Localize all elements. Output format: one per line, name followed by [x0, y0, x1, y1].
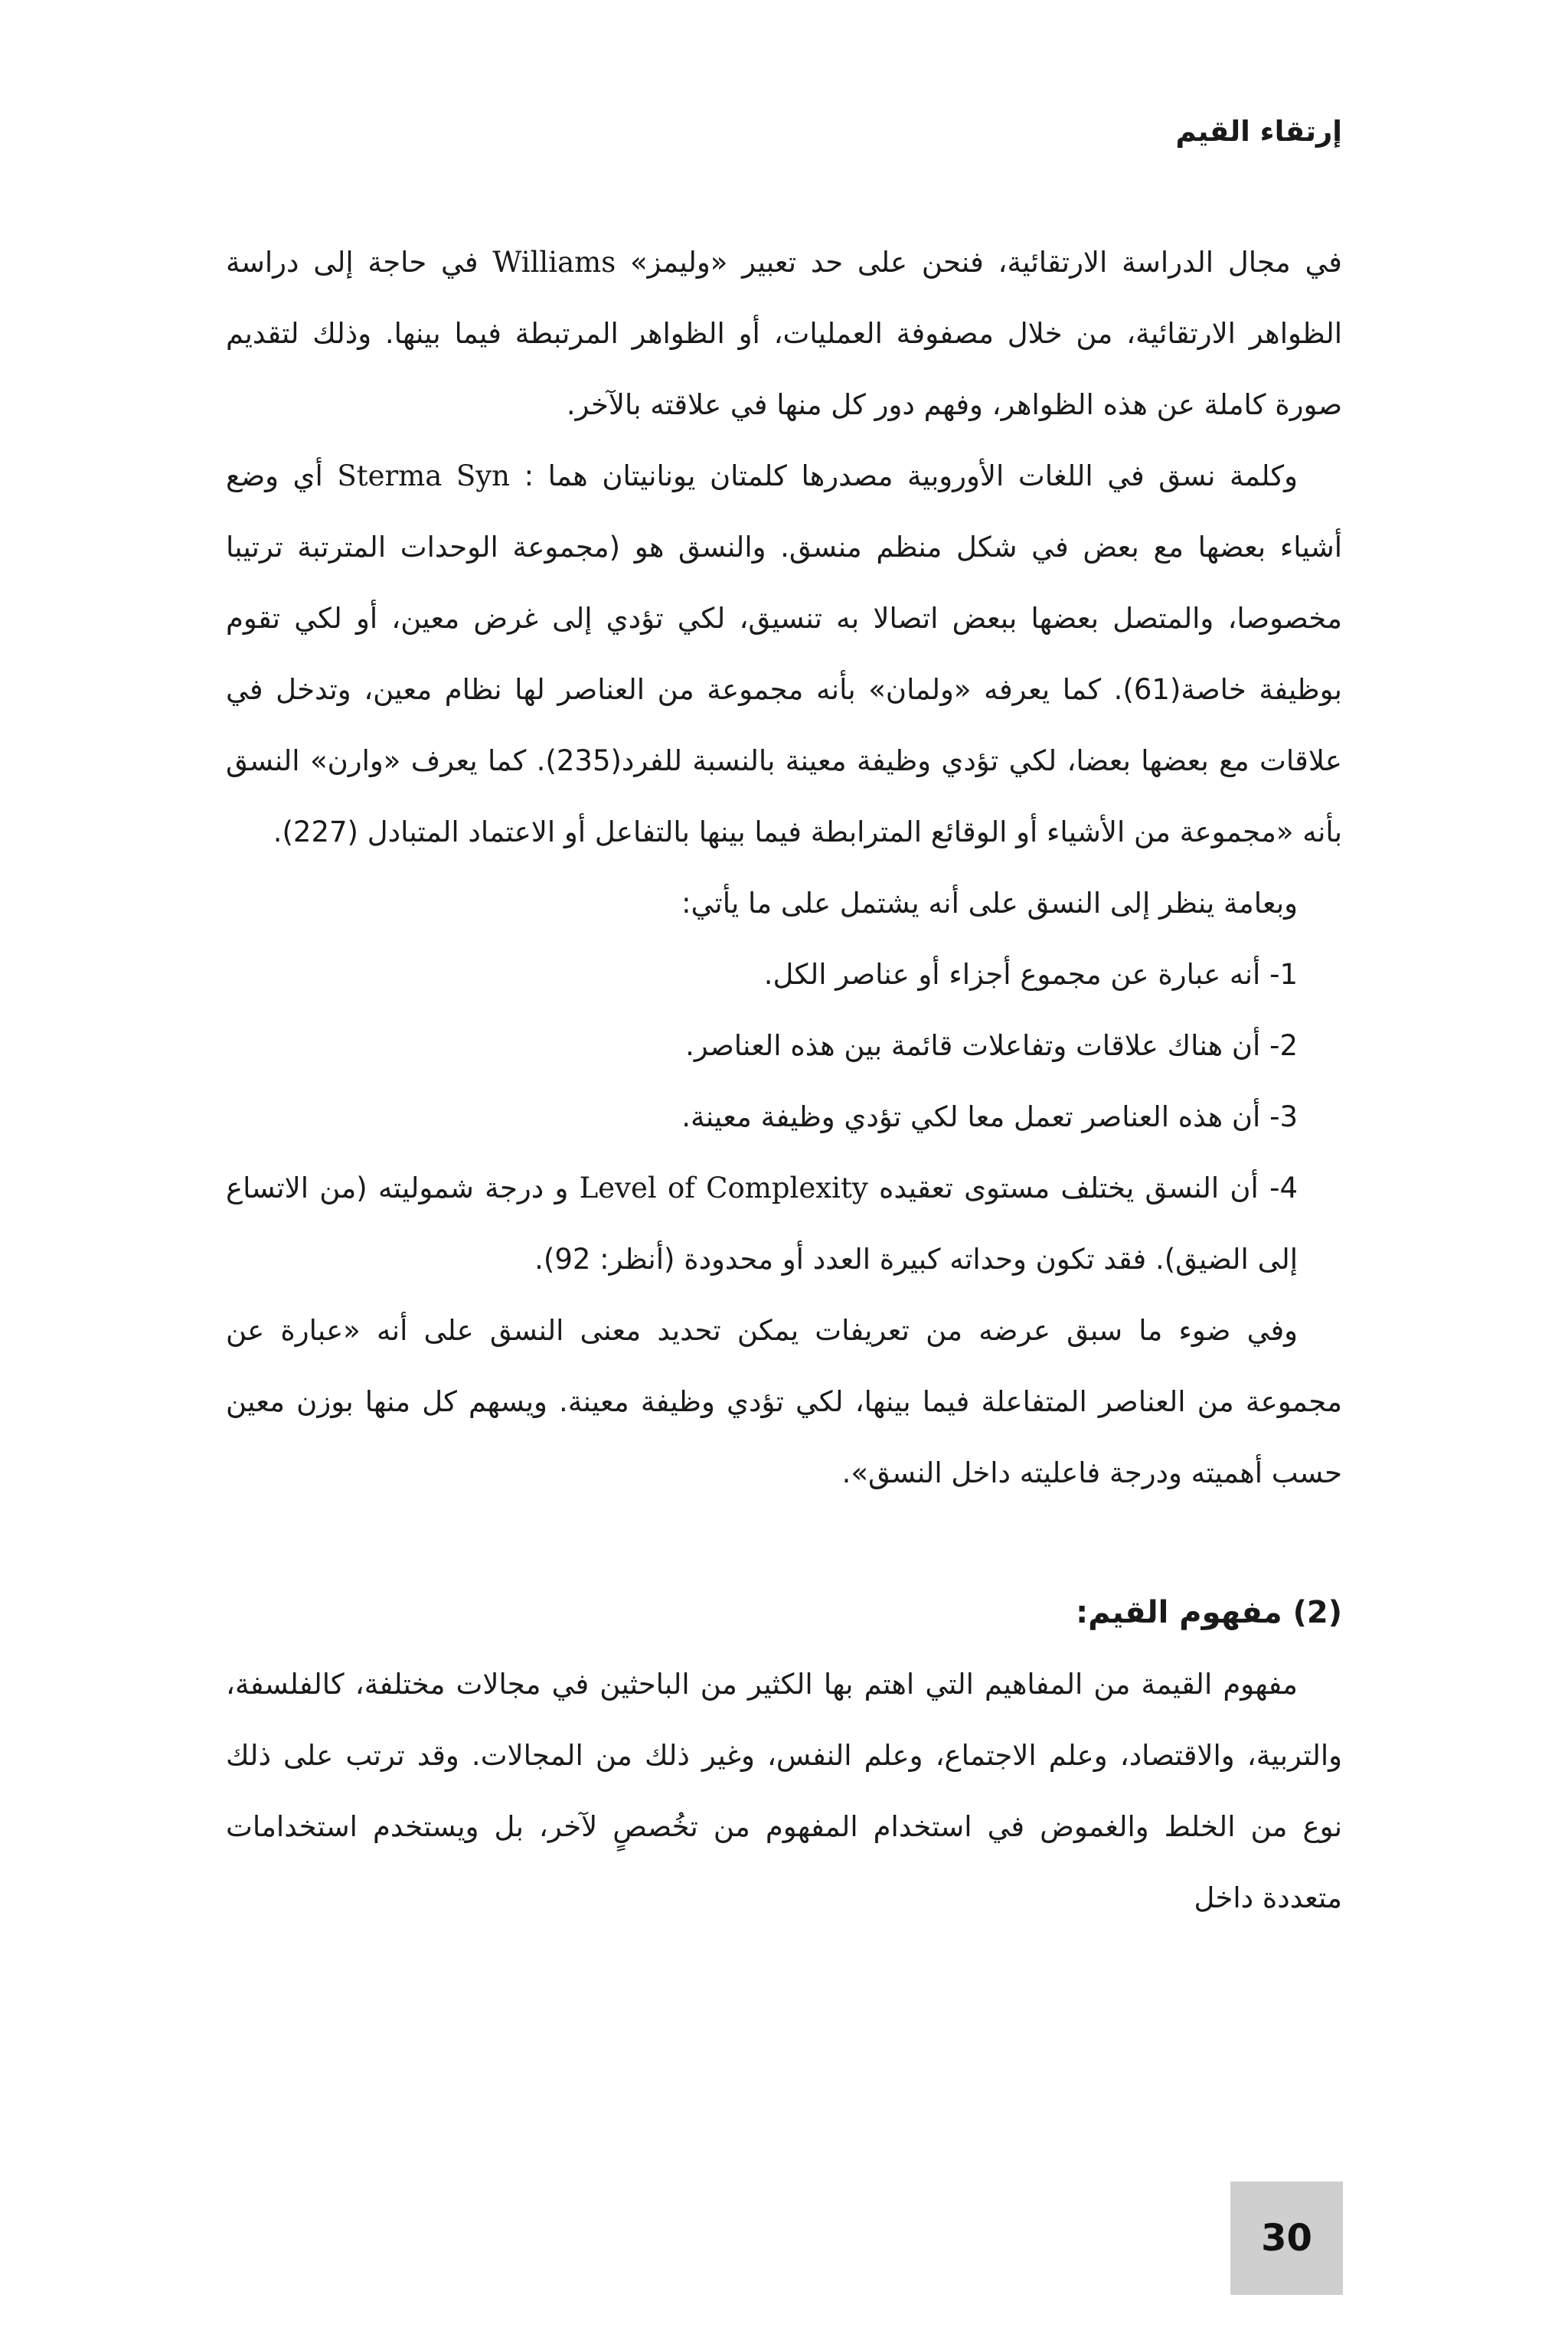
paragraph-1-text-b: في حاجة إلى دراسة الظواهر الارتقائية، من خلال مصفوفة العمليات، أو الظواهر المرتبطة فيما بينها. وذلك لتقديم صورة كاملة عن هذه الظواهر، وفهم دور كل منها في علاقته بالآخر. [226, 246, 1342, 421]
list-item-4-text-b: و درجة شموليته (من الاتساع إلى الضيق). فقد تكون وحداته كبيرة العدد أو محدودة (أنظر: 92). [226, 1172, 1298, 1276]
latin-term-sterma: Sterma [337, 459, 443, 492]
paragraph-1-text-a: في مجال الدراسة الارتقائية، فنحن على حد تعبير «وليمز» [616, 246, 1342, 279]
paragraph-1 [226, 227, 1342, 440]
paragraph-2-text-a: وكلمة نسق في اللغات الأوروبية مصدرها كلمتان يونانيتان هما : [510, 459, 1298, 492]
list-item-4 [226, 1152, 1342, 1295]
latin-term-level-of-complexity: Level of Complexity [579, 1172, 868, 1204]
list-item-3: 3- أن هذه العناصر تعمل معا لكي تؤدي وظيفة معينة. [681, 1100, 1298, 1133]
list-item-2: 2- أن هناك علاقات وتفاعلات قائمة بين هذه العناصر. [685, 1029, 1298, 1062]
paragraph-3: وبعامة ينظر إلى النسق على أنه يشتمل على ما يأتي: [681, 887, 1298, 920]
running-head-title: إرتقاء القيم [1175, 115, 1342, 148]
list-item-4-text-a: 4- أن النسق يختلف مستوى تعقيده [867, 1172, 1298, 1204]
latin-term-syn: Syn [456, 459, 510, 492]
list-item-1: 1- أنه عبارة عن مجموع أجزاء أو عناصر الكل. [763, 958, 1298, 991]
page-number: 30 [1261, 2217, 1312, 2260]
paragraph-4: وفي ضوء ما سبق عرضه من تعريفات يمكن تحديد معنى النسق على أنه «عبارة عن مجموعة من العناصر المتفاعلة فيما بينها، لكي تؤدي وظيفة معينة. ويسهم كل منها بوزن معين حسب أهميته ودرجة فاعليته داخل النسق». [226, 1314, 1342, 1489]
section-heading: (2) مفهوم القيم: [1076, 1595, 1342, 1630]
paragraph-2-text-mid [442, 459, 456, 492]
paragraph-2-text-b: أي وضع أشياء بعضها مع بعض في شكل منظم منسق. والنسق هو (مجموعة الوحدات المترتبة ترتيبا مخصوصا، والمتصل بعضها ببعض اتصالا به تنسيق، لكي تؤدي إلى غرض معين، أو لكي تقوم بوظيفة خاصة(61). كما يعرفه «ولمان» بأنه مجموعة من العناصر لها نظام معين، وتدخل في علاقات مع بعضها بعضا، لكي تؤدي وظيفة معينة بالنسبة للفرد(235). كما يعرف «وارن» النسق بأنه «مجموعة من الأشياء أو الوقائع المترابطة فيما بينها بالتفاعل أو الاعتماد المتبادل (227). [226, 459, 1342, 848]
page-number-box [1230, 2182, 1343, 2295]
latin-term-williams: Williams [492, 246, 616, 279]
paragraph-2 [226, 440, 1342, 868]
page-body [226, 227, 1342, 1933]
paragraph-5: مفهوم القيمة من المفاهيم التي اهتم بها الكثير من الباحثين في مجالات مختلفة، كالفلسفة، والتربية، والاقتصاد، وعلم الاجتماع، وعلم النفس، وغير ذلك من المجالات. وقد ترتب على ذلك نوع من الخلط والغموض في استخدام المفهوم من تخُصصٍ لآخر، بل ويستخدم استخدامات متعددة داخل [226, 1668, 1342, 1914]
